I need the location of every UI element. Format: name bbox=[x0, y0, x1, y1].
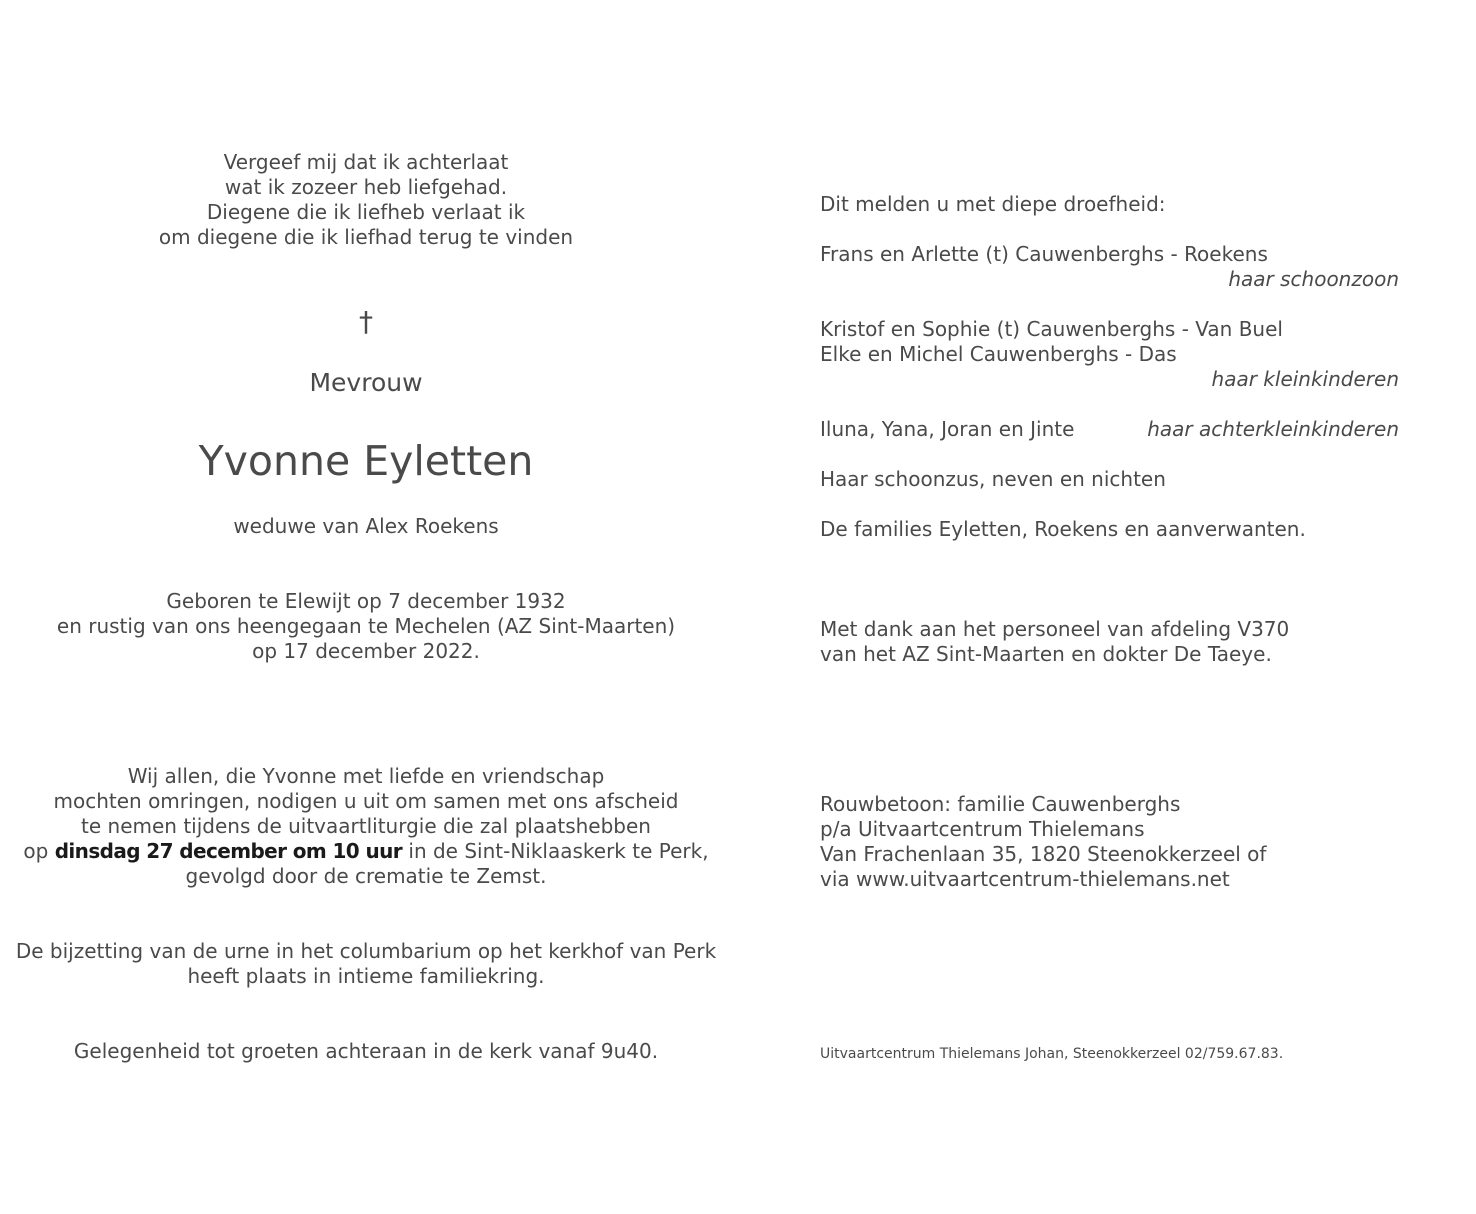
invitation-prefix: op bbox=[23, 839, 55, 863]
son-in-law: Frans en Arlette (t) Cauwenberghs - Roekens bbox=[820, 242, 1268, 266]
invitation-line-3: te nemen tijdens de uitvaartliturgie die zal plaatshebben bbox=[81, 814, 651, 838]
great-grandchildren: Iluna, Yana, Joran en Jinte bbox=[820, 417, 1075, 441]
funeral-home-footer: Uitvaartcentrum Thielemans Johan, Steenokkerzeel 02/759.67.83. bbox=[820, 1046, 1284, 1062]
condolences-line-4: via www.uitvaartcentrum-thielemans.net bbox=[820, 867, 1230, 891]
poem-line-1: Vergeef mij dat ik achterlaat bbox=[223, 150, 509, 174]
sisters-in-law: Haar schoonzus, neven en nichten bbox=[820, 467, 1166, 491]
invitation-line-5: gevolgd door de crematie te Zemst. bbox=[185, 864, 547, 888]
urn-line-1: De bijzetting van de urne in het columbarium op het kerkhof van Perk bbox=[15, 939, 717, 963]
deceased-name: Yvonne Eyletten bbox=[198, 437, 534, 485]
grandchildren-line-1: Kristof en Sophie (t) Cauwenberghs - Van Buel bbox=[820, 317, 1283, 341]
invitation-line-1: Wij allen, die Yvonne met liefde en vriendschap bbox=[127, 764, 605, 788]
poem-line-3: Diegene die ik liefheb verlaat ik bbox=[206, 200, 526, 224]
poem-line-4: om diegene die ik liefhad terug te vinden bbox=[158, 225, 574, 249]
urn-line-2: heeft plaats in intieme familiekring. bbox=[187, 964, 545, 988]
birth-line-2: en rustig van ons heengegaan te Mechelen (AZ Sint-Maarten) bbox=[56, 614, 676, 638]
families: De families Eyletten, Roekens en aanverwanten. bbox=[820, 517, 1306, 541]
invitation-line-2: mochten omringen, nodigen u uit om samen met ons afscheid bbox=[53, 789, 679, 813]
thanks-line-1: Met dank aan het personeel van afdeling V370 bbox=[820, 617, 1290, 641]
condolences-line-3: Van Frachenlaan 35, 1820 Steenokkerzeel of bbox=[820, 842, 1267, 866]
birth-line-3: op 17 december 2022. bbox=[252, 639, 480, 663]
family-intro: Dit melden u met diepe droefheid: bbox=[820, 192, 1166, 216]
invitation-church: in de Sint-Niklaaskerk te Perk, bbox=[402, 839, 709, 863]
great-grandchildren-role: haar achterkleinkinderen bbox=[1147, 417, 1399, 441]
grandchildren-role: haar kleinkinderen bbox=[1211, 367, 1399, 391]
widow-of: weduwe van Alex Roekens bbox=[233, 514, 499, 538]
funeral-date-time: dinsdag 27 december om 10 uur bbox=[54, 839, 403, 863]
condolences-line-1: Rouwbetoon: familie Cauwenberghs bbox=[820, 792, 1181, 816]
son-in-law-role: haar schoonzoon bbox=[1228, 267, 1399, 291]
cross-icon: † bbox=[359, 305, 373, 338]
poem-line-2: wat ik zozeer heb liefgehad. bbox=[224, 175, 508, 199]
thanks-line-2: van het AZ Sint-Maarten en dokter De Taeye. bbox=[820, 642, 1272, 666]
condolences-line-2: p/a Uitvaartcentrum Thielemans bbox=[820, 817, 1145, 841]
title-mevrouw: Mevrouw bbox=[309, 368, 423, 397]
invitation-line-4 bbox=[0, 839, 732, 864]
greeting-info: Gelegenheid tot groeten achteraan in de kerk vanaf 9u40. bbox=[73, 1039, 659, 1063]
birth-line-1: Geboren te Elewijt op 7 december 1932 bbox=[166, 589, 566, 613]
grandchildren-line-2: Elke en Michel Cauwenberghs - Das bbox=[820, 342, 1177, 366]
